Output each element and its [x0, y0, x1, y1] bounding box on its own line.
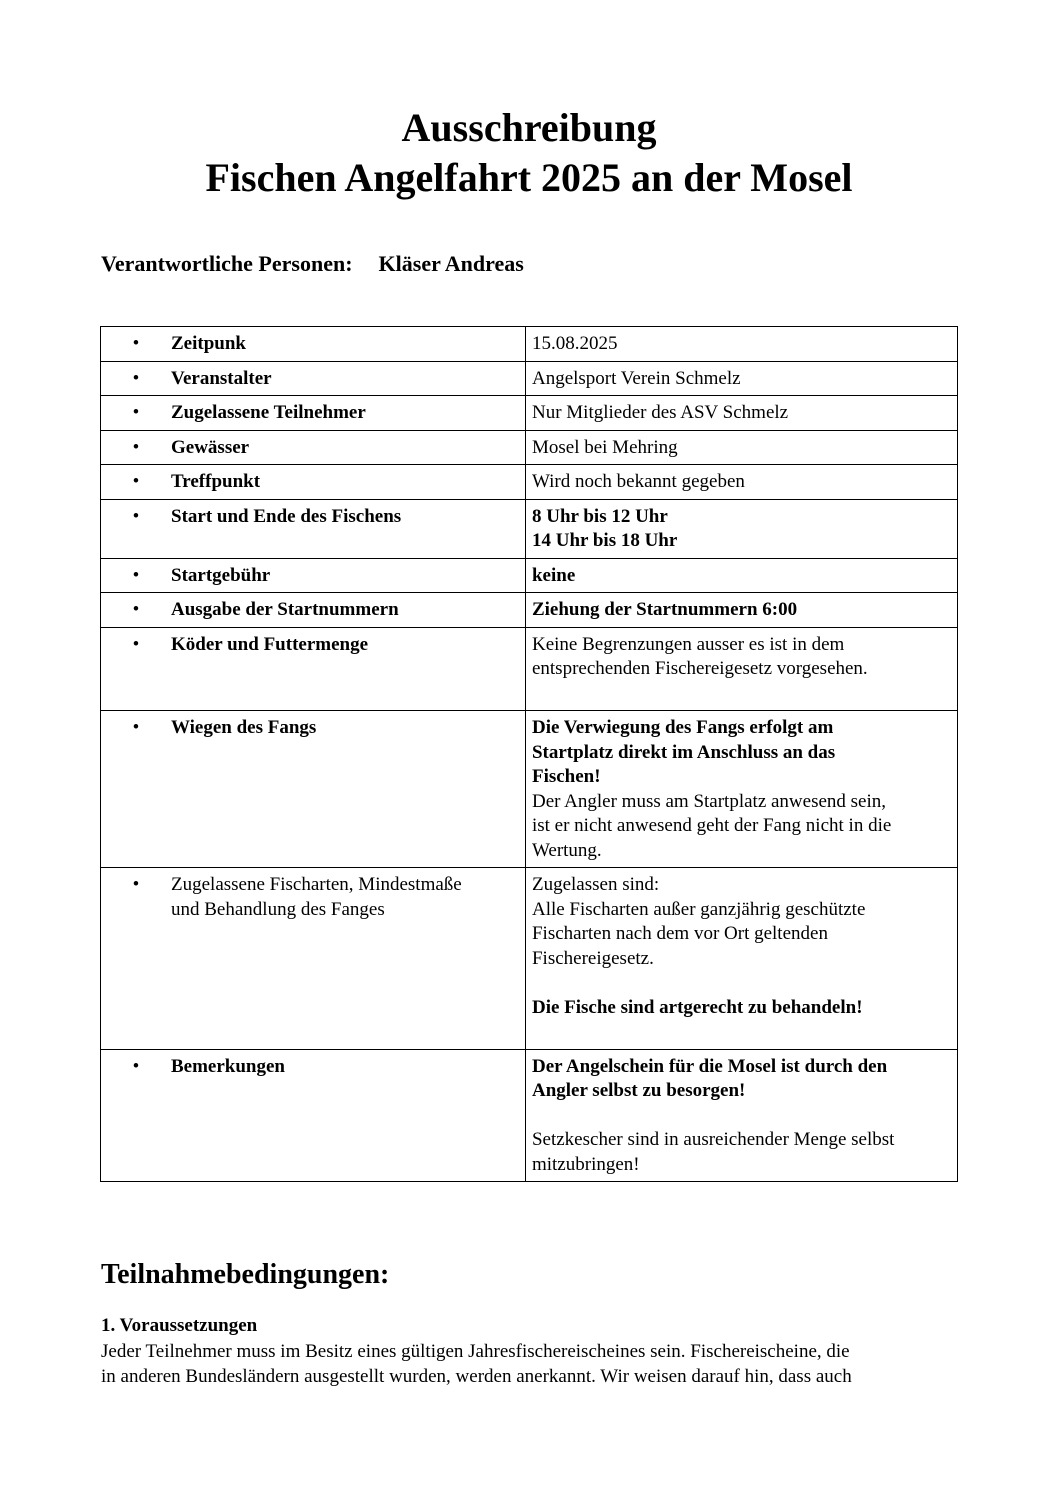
bullet-icon: •: [132, 333, 140, 354]
bullet-icon: •: [132, 402, 140, 423]
row-label: Treffpunkt: [171, 471, 261, 492]
row-value: Keine Begrenzungen ausser es ist in dem: [531, 633, 845, 655]
row-value: Wertung.: [531, 839, 602, 861]
row-label: Gewässer: [171, 436, 250, 458]
document-title: [0, 103, 1058, 203]
bullet-icon: •: [132, 599, 140, 620]
row-value: Fischarten nach dem vor Ort geltenden: [531, 923, 828, 944]
table-row: [101, 499, 958, 558]
row-label-line: und Behandlung des Fanges: [171, 898, 385, 920]
row-label: Zeitpunk: [171, 333, 246, 354]
row-value: entsprechenden Fischereigesetz vorgesehen.: [531, 658, 868, 679]
bullet-icon: •: [132, 1055, 140, 1077]
row-value-bold: Der Angelschein für die Mosel ist durch den: [531, 1055, 888, 1077]
row-label: Zugelassene Teilnehmer: [171, 402, 366, 423]
row-value: Angelsport Verein Schmelz: [531, 367, 741, 389]
table-row: [101, 327, 958, 362]
row-label: Startgebühr: [171, 564, 271, 586]
row-value: mitzubringen!: [531, 1153, 640, 1175]
row-label: [171, 873, 519, 922]
spacer: [532, 682, 951, 707]
spacer: [532, 1020, 951, 1045]
bullet-icon: •: [132, 505, 140, 527]
table-row: [101, 1049, 958, 1182]
bullet-icon: •: [132, 564, 140, 586]
row-label: Bemerkungen: [171, 1055, 285, 1077]
row-value: Ziehung der Startnummern 6:00: [531, 599, 798, 620]
row-label: Ausgabe der Startnummern: [171, 599, 399, 620]
bullet-icon: •: [132, 471, 140, 492]
table-row: [101, 558, 958, 593]
section-1-title: 1. Voraussetzungen: [101, 1315, 258, 1336]
row-value: Fischereigesetz.: [531, 947, 654, 969]
table-row: [101, 430, 958, 465]
spacer: [532, 971, 951, 996]
row-label: Wiegen des Fangs: [171, 717, 317, 738]
row-value: Der Angler muss am Startplatz anwesend sein,: [531, 790, 887, 812]
responsible-persons: [101, 251, 524, 277]
row-label: Start und Ende des Fischens: [171, 505, 402, 527]
responsible-name: Kläser Andreas: [378, 251, 524, 276]
spacer: [532, 1104, 951, 1129]
table-row: [101, 711, 958, 868]
bullet-icon: •: [132, 874, 140, 895]
table-row: [101, 627, 958, 711]
info-table: [100, 326, 958, 1182]
bullet-icon: •: [132, 633, 140, 655]
row-value: Nur Mitglieder des ASV Schmelz: [531, 402, 789, 423]
row-label-line: Zugelassene Fischarten, Mindestmaße: [171, 874, 462, 895]
row-label: Veranstalter: [171, 367, 272, 389]
row-label: Köder und Futtermenge: [171, 633, 369, 655]
table-row: [101, 361, 958, 396]
row-value: Alle Fischarten außer ganzjährig geschützte: [531, 898, 866, 920]
row-value-bold: Die Fische sind artgerecht zu behandeln!: [531, 996, 863, 1018]
section-1-text: [101, 1339, 961, 1389]
row-value: keine: [531, 564, 576, 586]
table-row: [101, 593, 958, 628]
row-value-bold: Angler selbst zu besorgen!: [531, 1080, 746, 1101]
row-value: Zugelassen sind:: [531, 874, 660, 895]
table-row: [101, 868, 958, 1050]
row-value: ist er nicht anwesend geht der Fang nicht in die: [531, 815, 892, 836]
conditions-heading: Teilnahmebedingungen:: [101, 1259, 390, 1290]
bullet-icon: •: [132, 367, 140, 389]
row-value-bold: Startplatz direkt im Anschluss an das: [531, 741, 836, 763]
row-value: 14 Uhr bis 18 Uhr: [531, 530, 678, 551]
row-value: 8 Uhr bis 12 Uhr: [531, 505, 668, 527]
paragraph-line: in anderen Bundesländern ausgestellt wurden, werden anerkannt. Wir weisen darauf hin, dass auch: [101, 1366, 852, 1387]
row-value: Mosel bei Mehring: [531, 436, 678, 458]
row-value-bold: Die Verwiegung des Fangs erfolgt am: [531, 717, 834, 738]
bullet-icon: •: [132, 717, 140, 738]
responsible-label: Verantwortliche Personen:: [101, 251, 353, 276]
table-row: [101, 396, 958, 431]
bullet-icon: •: [132, 436, 140, 458]
title-line-1: Ausschreibung: [401, 105, 657, 150]
paragraph-line: Jeder Teilnehmer muss im Besitz eines gültigen Jahresfischereischeines sein. Fischereischeine, die: [101, 1341, 850, 1362]
row-value-bold: Fischen!: [531, 766, 601, 787]
row-value: Setzkescher sind in ausreichender Menge selbst: [531, 1129, 895, 1150]
row-value: Wird noch bekannt gegeben: [531, 471, 745, 492]
title-line-2: Fischen Angelfahrt 2025 an der Mosel: [205, 155, 853, 200]
table-row: [101, 465, 958, 500]
row-value: 15.08.2025: [531, 333, 618, 354]
